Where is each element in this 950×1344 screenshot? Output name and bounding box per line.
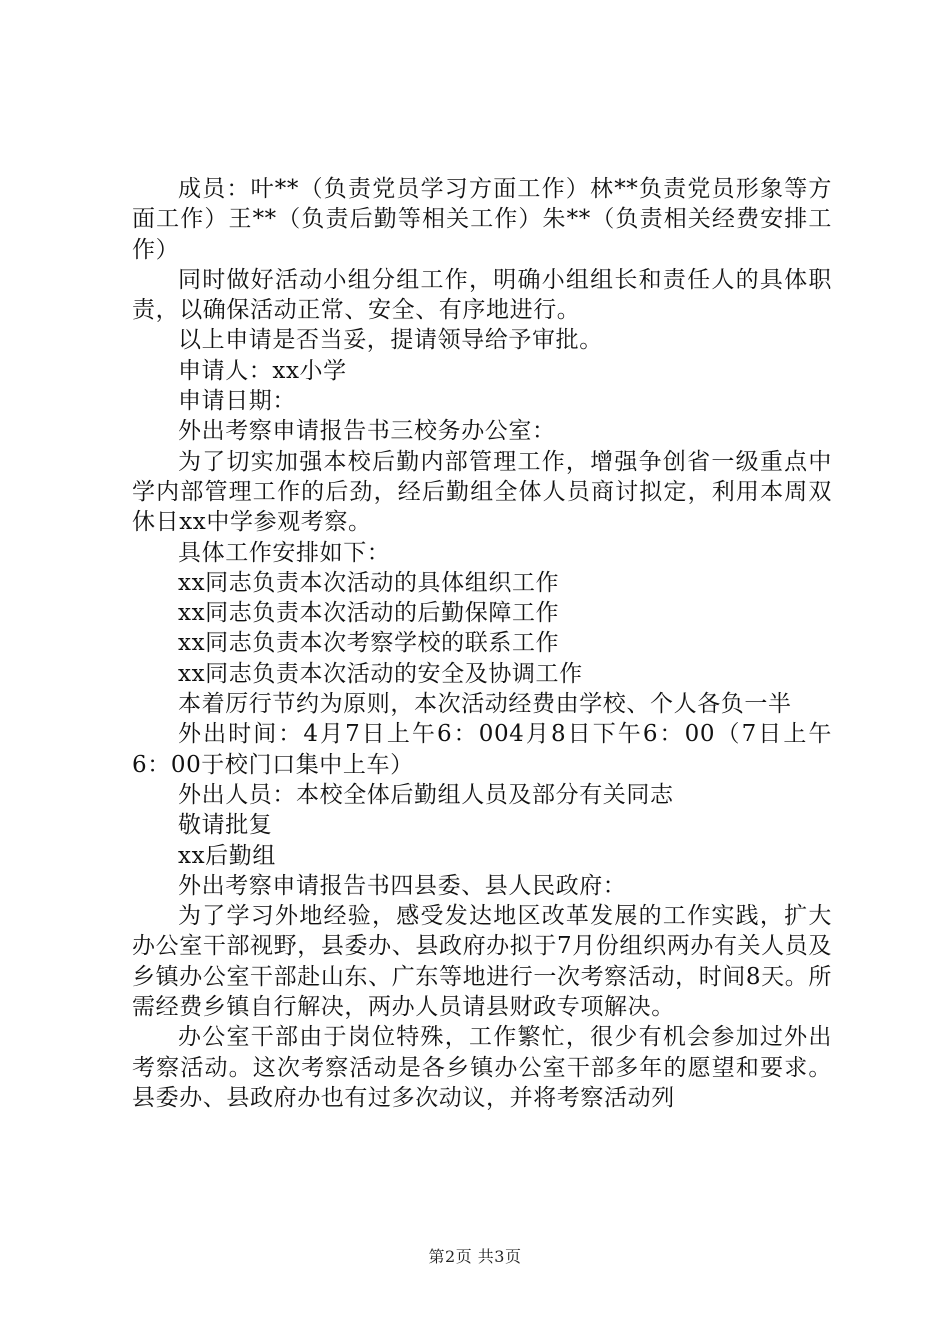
paragraph-application-date: 申请日期： [178, 388, 296, 415]
paragraph-arrangement-4: xx同志负责本次活动的安全及协调工作 [178, 660, 583, 687]
paragraph-funding: 本着厉行节约为原则，本次活动经费由学校、个人各负一半 [178, 691, 792, 718]
paragraph-report-four-background: 办公室干部由于岗位特殊，工作繁忙，很少有机会参加过外出考察活动。这次考察活动是各乡镇办公室干部多年的愿望和要求。县委办、县政府办也有过多次动议，并将考察活动列 [132, 1024, 832, 1111]
paragraph-report-three-purpose: 为了切实加强本校后勤内部管理工作，增强争创省一级重点中学内部管理工作的后劲，经后勤组全体人员商讨拟定，利用本周双休日xx中学参观考察。 [132, 448, 832, 536]
paragraph-members: 成员：叶**（负责党员学习方面工作）林**负责党员形象等方面工作）王**（负责后勤等相关工作）朱**（负责相关经费安排工作） [132, 176, 832, 263]
paragraph-reply-request: 敬请批复 [178, 812, 273, 839]
paragraph-grouping: 同时做好活动小组分组工作，明确小组组长和责任人的具体职责，以确保活动正常、安全、有序地进行。 [132, 266, 832, 324]
paragraph-trip-personnel: 外出人员：本校全体后勤组人员及部分有关同志 [178, 781, 674, 808]
page-number-footer: 第2页 共3页 [428, 1247, 522, 1266]
paragraph-signature: xx后勤组 [178, 842, 276, 869]
paragraph-report-three-title: 外出考察申请报告书三校务办公室： [178, 418, 556, 445]
paragraph-arrangement-heading: 具体工作安排如下： [178, 539, 391, 566]
paragraph-approval-request: 以上申请是否当妥，提请领导给予审批。 [178, 327, 603, 354]
paragraph-arrangement-1: xx同志负责本次活动的具体组织工作 [178, 569, 560, 596]
paragraph-arrangement-3: xx同志负责本次考察学校的联系工作 [178, 630, 560, 657]
document-body [132, 174, 832, 1113]
paragraph-arrangement-2: xx同志负责本次活动的后勤保障工作 [178, 600, 560, 627]
paragraph-report-four-title: 外出考察申请报告书四县委、县人民政府： [178, 872, 627, 899]
paragraph-applicant: 申请人：xx小学 [178, 357, 347, 384]
paragraph-trip-time: 外出时间：4月7日上午6：004月8日下午6：00（7日上午6：00于校门口集中上车） [132, 721, 832, 778]
paragraph-report-four-purpose: 为了学习外地经验，感受发达地区改革发展的工作实践，扩大办公室干部视野，县委办、县政府办拟于7月份组织两办有关人员及乡镇办公室干部赴山东、广东等地进行一次考察活动，时间8天。所需经费乡镇自行解决，两办人员请县财政专项解决。 [132, 903, 832, 1021]
